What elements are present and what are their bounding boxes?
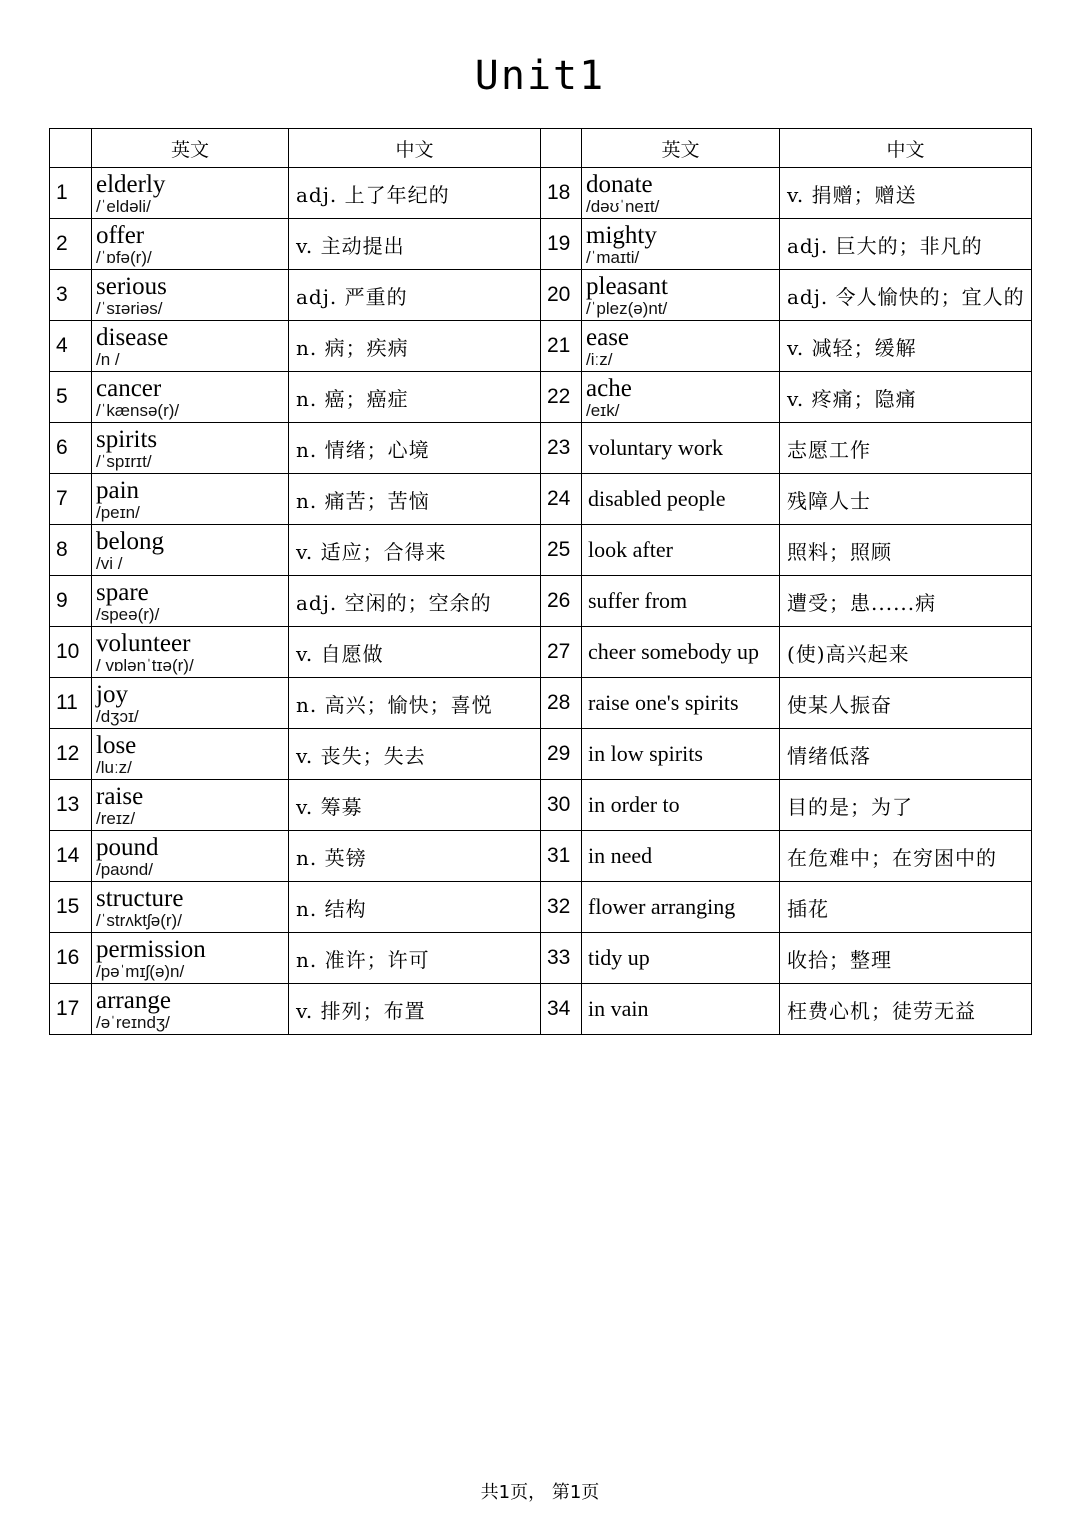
entry-meaning: n. 结构 [289, 882, 541, 933]
table-row [50, 780, 1032, 831]
entry-meaning: 情绪低落 [780, 729, 1032, 780]
entry-meaning: 插花 [780, 882, 1032, 933]
entry-phonetic: /ˈeldəli/ [96, 197, 151, 216]
table-row [50, 321, 1032, 372]
entry-meaning: adj. 上了年纪的 [289, 168, 541, 219]
entry-word: ease [586, 324, 630, 351]
entry-meaning: adj. 严重的 [289, 270, 541, 321]
entry-number: 3 [50, 270, 92, 321]
entry-meaning: (使)高兴起来 [780, 627, 1032, 678]
entry-number: 2 [50, 219, 92, 270]
entry-number: 33 [541, 933, 582, 984]
entry-phrase: cheer somebody up [582, 627, 780, 678]
entry-word: donate [586, 171, 653, 198]
entry-phrase: raise one's spirits [582, 678, 780, 729]
entry-phrase: voluntary work [582, 423, 780, 474]
table-row [50, 372, 1032, 423]
entry-phrase: tidy up [582, 933, 780, 984]
entry-phonetic: /eɪk/ [586, 401, 620, 420]
entry-number: 15 [50, 882, 92, 933]
entry-meaning: 枉费心机；徒劳无益 [780, 984, 1032, 1035]
entry-phrase: in low spirits [582, 729, 780, 780]
entry-word-cell [92, 321, 289, 372]
entry-word-cell [582, 168, 780, 219]
entry-word: pleasant [586, 273, 668, 300]
table-row [50, 627, 1032, 678]
entry-phrase: in vain [582, 984, 780, 1035]
entry-word-cell [92, 423, 289, 474]
table-row [50, 831, 1032, 882]
entry-meaning: n. 癌；癌症 [289, 372, 541, 423]
entry-word-cell [92, 168, 289, 219]
entry-word-cell [92, 933, 289, 984]
entry-phonetic: /speə(r)/ [96, 605, 160, 624]
entry-meaning: v. 排列；布置 [289, 984, 541, 1035]
entry-number: 24 [541, 474, 582, 525]
entry-meaning: adj. 巨大的；非凡的 [780, 219, 1032, 270]
entry-meaning: 在危难中；在穷困中的 [780, 831, 1032, 882]
header-chinese-left: 中文 [289, 129, 541, 168]
entry-phonetic: /əˈreɪndʒ/ [96, 1013, 170, 1032]
entry-number: 6 [50, 423, 92, 474]
entry-word: structure [96, 885, 184, 912]
entry-meaning: n. 痛苦；苦恼 [289, 474, 541, 525]
entry-meaning: adj. 空闲的；空余的 [289, 576, 541, 627]
entry-phonetic: /dəʊˈneɪt/ [586, 197, 660, 216]
entry-number: 17 [50, 984, 92, 1035]
entry-meaning: v. 主动提出 [289, 219, 541, 270]
entry-word: lose [96, 732, 137, 759]
entry-meaning: n. 情绪；心境 [289, 423, 541, 474]
vocabulary-table [49, 128, 1032, 1035]
entry-meaning: v. 疼痛；隐痛 [780, 372, 1032, 423]
entry-word-cell [92, 372, 289, 423]
entry-word-cell [582, 270, 780, 321]
entry-number: 32 [541, 882, 582, 933]
entry-phrase: in order to [582, 780, 780, 831]
entry-number: 26 [541, 576, 582, 627]
entry-number: 14 [50, 831, 92, 882]
entry-number: 8 [50, 525, 92, 576]
entry-word: cancer [96, 375, 162, 402]
entry-word: offer [96, 222, 145, 249]
table-body [50, 168, 1032, 1035]
entry-word-cell [92, 882, 289, 933]
entry-meaning: 目的是；为了 [780, 780, 1032, 831]
table-row [50, 729, 1032, 780]
entry-word-cell [92, 627, 289, 678]
entry-number: 11 [50, 678, 92, 729]
entry-meaning: v. 适应；合得来 [289, 525, 541, 576]
entry-word-cell [92, 780, 289, 831]
page-footer: 共1页， 第1页 [480, 1482, 600, 1503]
table-row [50, 525, 1032, 576]
entry-word-cell [92, 270, 289, 321]
entry-phonetic: /reɪz/ [96, 809, 136, 828]
table-row [50, 474, 1032, 525]
entry-word: elderly [96, 171, 166, 198]
header-num-right [541, 129, 582, 168]
entry-meaning: v. 捐赠；赠送 [780, 168, 1032, 219]
entry-meaning: 照料；照顾 [780, 525, 1032, 576]
entry-word-cell [92, 831, 289, 882]
entry-meaning: n. 病；疾病 [289, 321, 541, 372]
entry-phonetic: /n / [96, 350, 120, 369]
table-row [50, 576, 1032, 627]
entry-word-cell [92, 984, 289, 1035]
page-title: Unit1 [474, 53, 606, 99]
entry-number: 4 [50, 321, 92, 372]
entry-phrase: look after [582, 525, 780, 576]
entry-phonetic: /vi / [96, 554, 123, 573]
entry-word: mighty [586, 222, 657, 249]
entry-word: spare [96, 579, 149, 606]
entry-number: 9 [50, 576, 92, 627]
entry-word-cell [582, 372, 780, 423]
header-num-left [50, 129, 92, 168]
entry-meaning: 志愿工作 [780, 423, 1032, 474]
header-english-right: 英文 [582, 129, 780, 168]
entry-word: raise [96, 783, 144, 810]
entry-meaning: n. 高兴；愉快；喜悦 [289, 678, 541, 729]
entry-number: 12 [50, 729, 92, 780]
entry-phonetic: /paʊnd/ [96, 860, 153, 879]
entry-phrase: disabled people [582, 474, 780, 525]
table-row [50, 933, 1032, 984]
entry-word: arrange [96, 987, 171, 1014]
entry-number: 18 [541, 168, 582, 219]
entry-phrase: flower arranging [582, 882, 780, 933]
entry-phonetic: /ˈmaɪti/ [586, 248, 640, 267]
entry-phonetic: /ˈkænsə(r)/ [96, 401, 180, 420]
entry-number: 1 [50, 168, 92, 219]
entry-phonetic: / vɒlənˈtɪə(r)/ [96, 656, 194, 675]
entry-word: serious [96, 273, 167, 300]
entry-number: 30 [541, 780, 582, 831]
entry-word: belong [96, 528, 165, 555]
entry-phrase: suffer from [582, 576, 780, 627]
entry-meaning: n. 准许；许可 [289, 933, 541, 984]
entry-word: pound [96, 834, 159, 861]
entry-number: 13 [50, 780, 92, 831]
table-row [50, 168, 1032, 219]
entry-number: 10 [50, 627, 92, 678]
entry-word-cell [92, 576, 289, 627]
entry-number: 22 [541, 372, 582, 423]
entry-number: 29 [541, 729, 582, 780]
entry-meaning: 使某人振奋 [780, 678, 1032, 729]
entry-word-cell [92, 525, 289, 576]
entry-meaning: v. 自愿做 [289, 627, 541, 678]
header-chinese-right: 中文 [780, 129, 1032, 168]
entry-phonetic: /ˈspɪrɪt/ [96, 452, 152, 471]
entry-phonetic: /luːz/ [96, 758, 132, 777]
entry-number: 7 [50, 474, 92, 525]
entry-phonetic: /peɪn/ [96, 503, 140, 522]
entry-phrase: in need [582, 831, 780, 882]
entry-phonetic: /ˈɒfə(r)/ [96, 248, 152, 267]
entry-number: 21 [541, 321, 582, 372]
table-row [50, 882, 1032, 933]
table-row [50, 219, 1032, 270]
entry-meaning: n. 英镑 [289, 831, 541, 882]
entry-number: 28 [541, 678, 582, 729]
entry-meaning: v. 丧失；失去 [289, 729, 541, 780]
entry-meaning: 遭受；患......病 [780, 576, 1032, 627]
entry-word: disease [96, 324, 169, 351]
entry-word-cell [582, 219, 780, 270]
entry-word: ache [586, 375, 632, 402]
entry-word: permission [96, 936, 206, 963]
entry-number: 27 [541, 627, 582, 678]
entry-phonetic: /ˈstrʌktʃə(r)/ [96, 911, 182, 930]
entry-meaning: v. 筹募 [289, 780, 541, 831]
entry-word: joy [96, 681, 128, 708]
entry-meaning: adj. 令人愉快的；宜人的 [780, 270, 1032, 321]
entry-meaning: v. 减轻；缓解 [780, 321, 1032, 372]
entry-word: volunteer [96, 630, 191, 657]
entry-word-cell [92, 474, 289, 525]
entry-phonetic: /ˈplez(ə)nt/ [586, 299, 668, 318]
entry-number: 31 [541, 831, 582, 882]
entry-number: 20 [541, 270, 582, 321]
table-row [50, 270, 1032, 321]
entry-phonetic: /pəˈmɪʃ(ə)n/ [96, 962, 185, 981]
entry-number: 34 [541, 984, 582, 1035]
entry-number: 19 [541, 219, 582, 270]
entry-meaning: 残障人士 [780, 474, 1032, 525]
table-row [50, 423, 1032, 474]
entry-number: 23 [541, 423, 582, 474]
entry-number: 16 [50, 933, 92, 984]
entry-word: spirits [96, 426, 158, 453]
entry-phonetic: /ˈsɪəriəs/ [96, 299, 163, 318]
entry-phonetic: /dʒɔɪ/ [96, 707, 139, 726]
table-row [50, 984, 1032, 1035]
entry-meaning: 收拾；整理 [780, 933, 1032, 984]
entry-number: 5 [50, 372, 92, 423]
table-header-row [50, 129, 1032, 168]
entry-phonetic: /iːz/ [586, 350, 613, 369]
entry-word-cell [92, 729, 289, 780]
entry-word-cell [582, 321, 780, 372]
entry-word-cell [92, 678, 289, 729]
entry-word: pain [96, 477, 140, 504]
entry-word-cell [92, 219, 289, 270]
header-english-left: 英文 [92, 129, 289, 168]
entry-number: 25 [541, 525, 582, 576]
table-row [50, 678, 1032, 729]
